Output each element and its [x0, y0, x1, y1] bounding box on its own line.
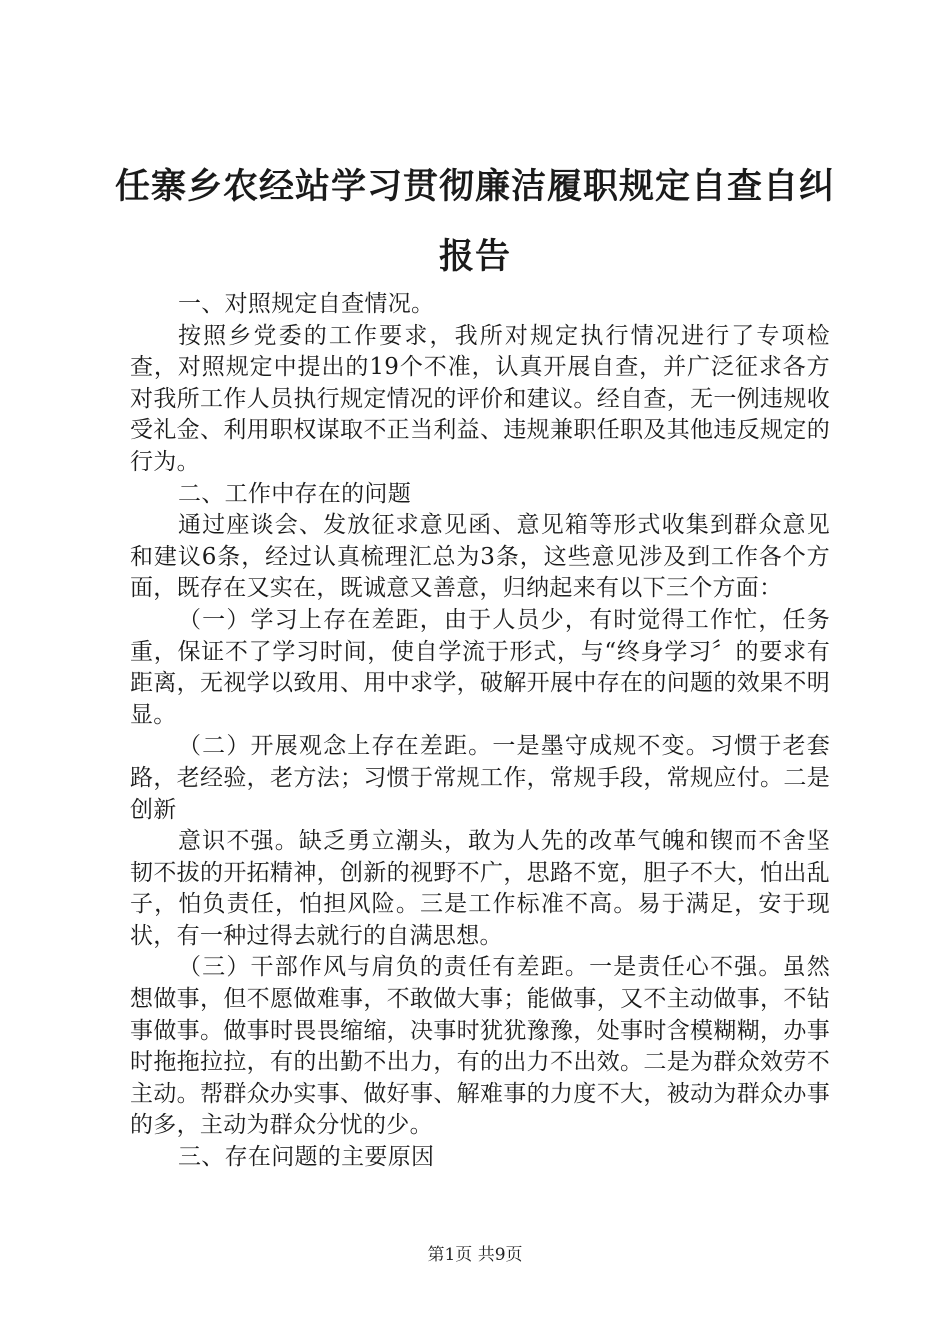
- document-title: 任寨乡农经站学习贯彻廉洁履职规定自查自纠报告: [114, 166, 835, 277]
- paragraph-issue-2: （二）开展观念上存在差距。一是墨守成规不变。习惯于老套路，老经验，老方法；习惯于常规工作，常规手段，常规应付。二是创新: [130, 733, 830, 823]
- section-heading-1: 一、对照规定自查情况。: [178, 291, 435, 317]
- paragraph-feedback: 通过座谈会、发放征求意见函、意见箱等形式收集到群众意见和建议6条，经过认真梳理汇总为3条，这些意见涉及到工作各个方面，既存在又实在，既诚意又善意，归纳起来有以下三个方面：: [130, 512, 830, 602]
- paragraph-issue-1: （一）学习上存在差距，由于人员少，有时觉得工作忙，任务重，保证不了学习时间，使自学流于形式，与“终身学习〞的要求有距离，无视学以致用、用中求学，破解开展中存在的问题的效果不明显。: [130, 606, 830, 728]
- paragraph-issue-2-cont: 意识不强。缺乏勇立潮头，敢为人先的改革气魄和锲而不舍坚韧不拔的开拓精神，创新的视野不广，思路不宽，胆子不大，怕出乱子，怕负责任，怕担风险。三是工作标准不高。易于满足，安于现状，有一种过得去就行的自满思想。: [130, 828, 830, 949]
- paragraph-self-check: 按照乡党委的工作要求，我所对规定执行情况进行了专项检查，对照规定中提出的19个不准，认真开展自查，并广泛征求各方对我所工作人员执行规定情况的评价和建议。经自查，无一例违规收受礼金、利用职权谋取不正当利益、违规兼职任职及其他违反规定的行为。: [130, 322, 830, 475]
- document-body: [130, 289, 830, 1174]
- section-heading-3: 三、存在问题的主要原因: [178, 1144, 435, 1171]
- paragraph-issue-3: （三）干部作风与肩负的责任有差距。一是责任心不强。虽然想做事，但不愿做难事，不敢做大事；能做事，又不主动做事，不钻事做事。做事时畏畏缩缩，决事时犹犹豫豫，处事时含模糊糊，办事时拖拖拉拉，有的出勤不出力，有的出力不出效。二是为群众效劳不主动。帮群众办实事、做好事、解难事的力度不大，被动为群众办事的多，主动为群众分忧的少。: [130, 954, 830, 1139]
- page-number-footer: 第1页 共9页: [427, 1245, 523, 1265]
- section-heading-2: 二、工作中存在的问题: [178, 480, 411, 507]
